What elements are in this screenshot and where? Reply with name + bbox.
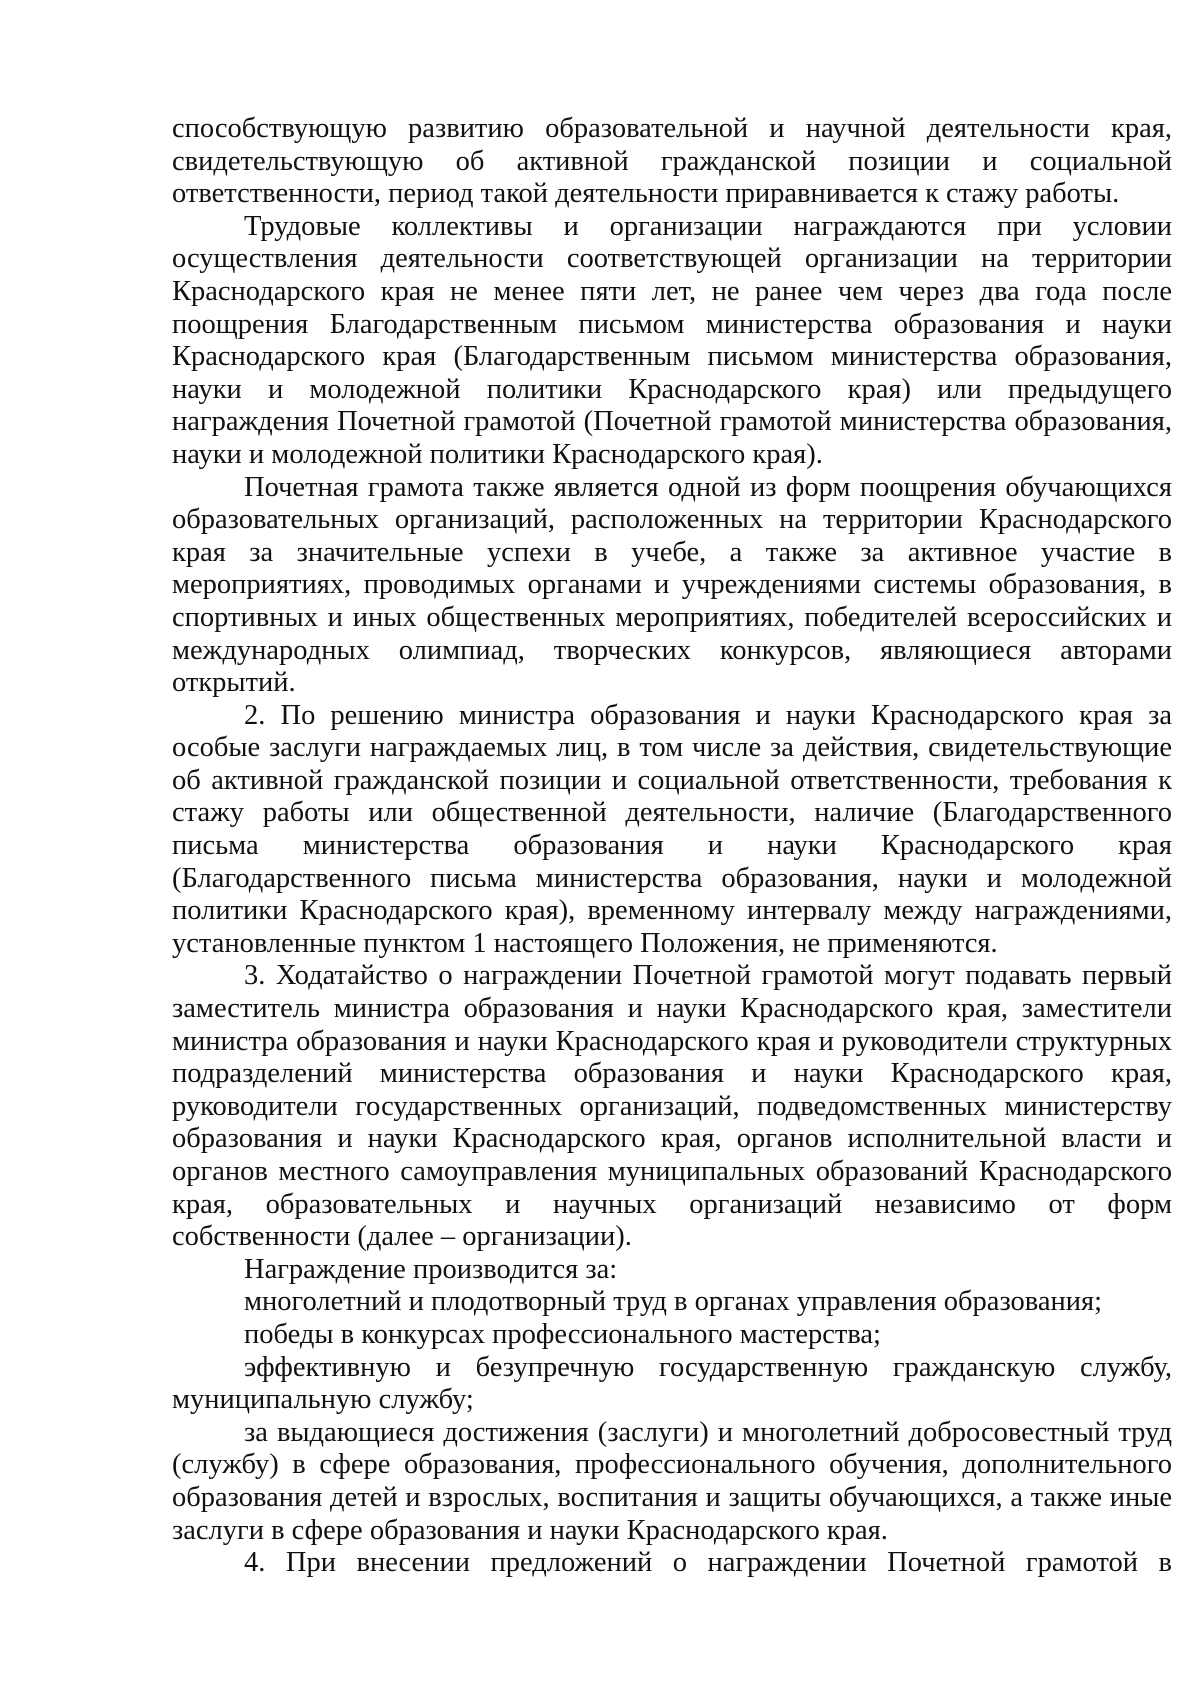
paragraph-clause-4: 4. При внесении предложений о награждении Почетной грамотой в (244, 1547, 1172, 1579)
paragraph-students-award: Почетная грамота также является одной из форм поощрения обучающихся образовательных организаций, расположенных на территории Краснодарского края за значительные успехи в учебе, а также за активное участие в мероприятиях, проводимых органами и учреждениями системы образования, в спортивных и иных общественных мероприятиях, победителей всероссийских и международных олимпиад, творческих конкурсов, являющиеся авторами открытий. (172, 471, 1172, 699)
list-item-civil-service: эффективную и безупречную государственную гражданскую службу, муниципальную службу; (172, 1351, 1172, 1416)
list-item-long-term-work: многолетний и плодотворный труд в органах управления образования; (244, 1286, 1103, 1318)
document-body (172, 113, 1172, 1580)
list-item-outstanding-achievements: за выдающиеся достижения (заслуги) и многолетний добросовестный труд (службу) в сфере образования, профессионального обучения, дополнительного образования детей и взрослых, воспитания и защиты обучающихся, а также иные заслуги в сфере образования и науки Краснодарского края. (172, 1416, 1172, 1546)
paragraph-clause-3: 3. Ходатайство о награждении Почетной грамотой могут подавать первый заместитель министра образования и науки Краснодарского края, заместители министра образования и науки Краснодарского края и руководители структурных подразделений министерства образования и науки Краснодарского края, руководители государственных организаций, подведомственных министерству образования и науки Краснодарского края, органов исполнительной власти и органов местного самоуправления муниципальных образований Краснодарского края, образовательных и научных организаций независимо от форм собственности (далее – организации). (172, 960, 1172, 1253)
paragraph-clause-2: 2. По решению министра образования и науки Краснодарского края за особые заслуги награждаемых лиц, в том числе за действия, свидетельствующие об активной гражданской позиции и социальной ответственности, требования к стажу работы или общественной деятельности, наличие (Благодарственного письма министерства образования и науки Краснодарского края (Благодарственного письма министерства образования, науки и молодежной политики Краснодарского края), временному интервалу между награждениями, установленные пунктом 1 настоящего Положения, не применяются. (172, 699, 1172, 959)
paragraph-continuation: способствующую развитию образовательной и научной деятельности края, свидетельствующую об активной гражданской позиции и социальной ответственности, период такой деятельности приравнивается к стажу работы. (172, 113, 1172, 210)
list-item-contest-wins: победы в конкурсах профессионального мастерства; (244, 1318, 881, 1350)
paragraph-award-for: Награждение производится за: (244, 1253, 618, 1285)
paragraph-labor-collectives: Трудовые коллективы и организации награждаются при условии осуществления деятельности соответствующей организации на территории Краснодарского края не менее пяти лет, не ранее чем через два года после поощрения Благодарственным письмом министерства образования и науки Краснодарского края (Благодарственным письмом министерства образования, науки и молодежной политики Краснодарского края) или предыдущего награждения Почетной грамотой (Почетной грамотой министерства образования, науки и молодежной политики Краснодарского края). (172, 210, 1172, 470)
